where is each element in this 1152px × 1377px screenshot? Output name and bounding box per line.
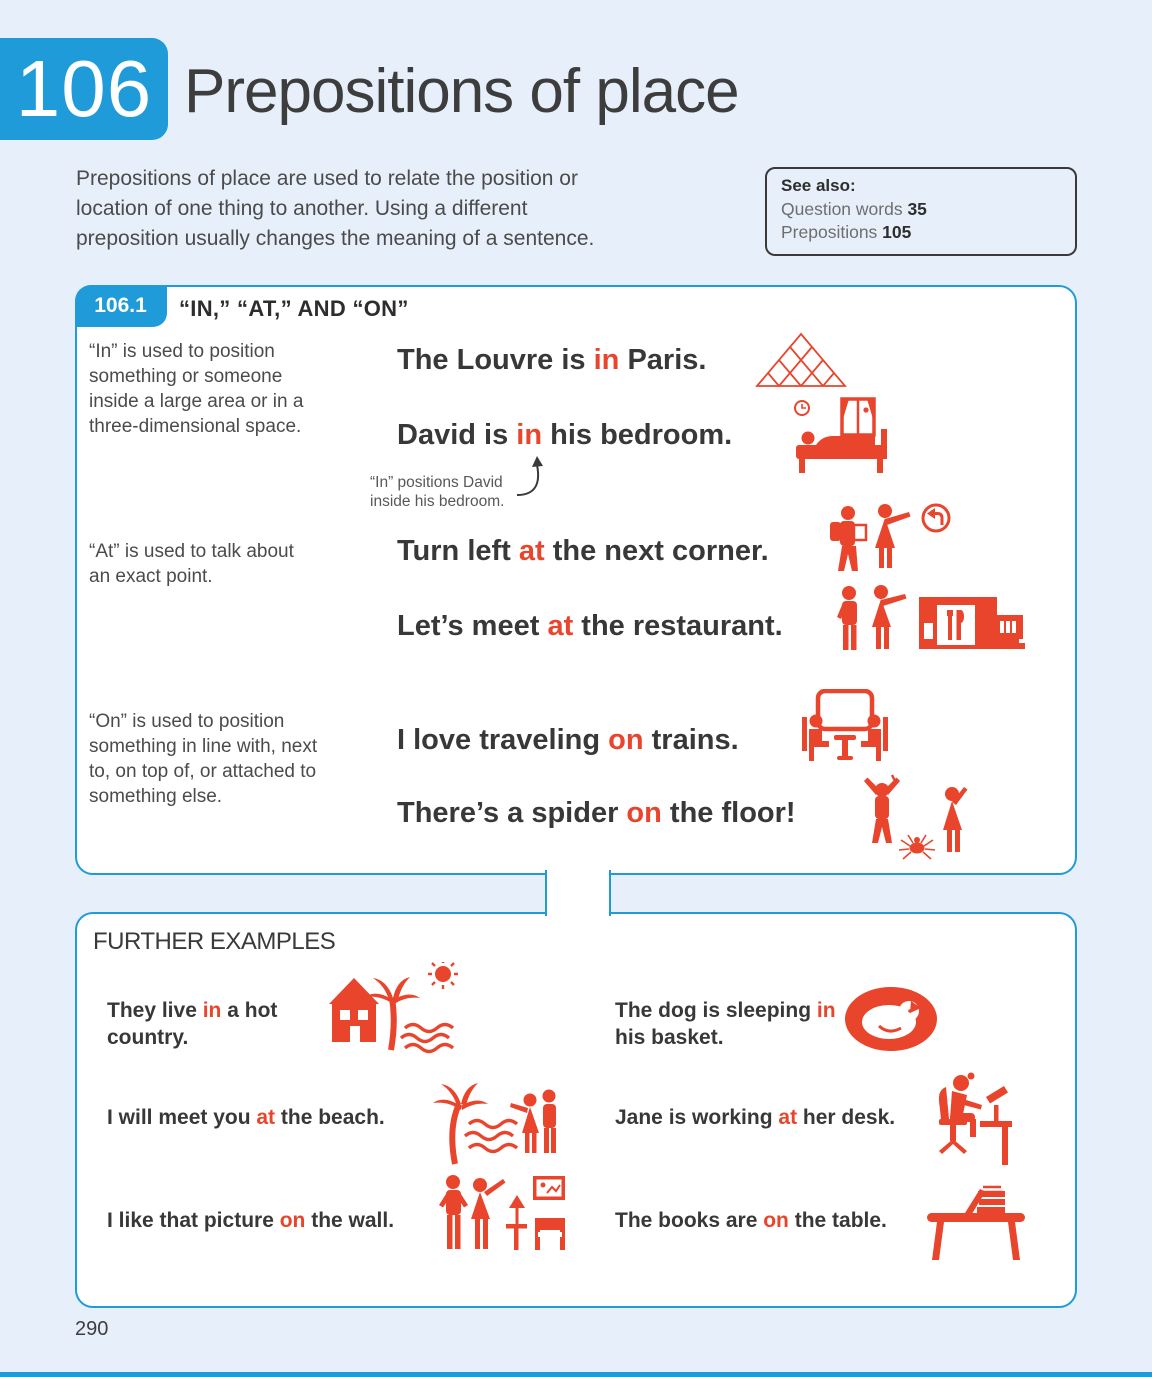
sentence-part: The books are — [615, 1209, 764, 1232]
fe-sentence-beach — [107, 1104, 385, 1131]
fe-sentence-desk — [615, 1104, 895, 1131]
preposition-word: in — [816, 999, 836, 1022]
preposition-word: in — [593, 344, 620, 376]
see-also-item — [781, 221, 1061, 244]
sentence-part: the next corner. — [544, 535, 769, 567]
sentence-part: the wall. — [305, 1209, 395, 1232]
section-panel — [75, 285, 1077, 875]
fe-sentence-picture-wall — [107, 1207, 394, 1234]
annotation-line: inside his bedroom. — [370, 493, 505, 511]
section-number: 106.1 — [94, 293, 147, 317]
books-table-icon — [925, 1179, 1027, 1263]
beach-icon — [429, 1066, 559, 1168]
sentence-part: I will meet you — [107, 1106, 257, 1129]
sentence-part: I like that picture — [107, 1209, 280, 1232]
train-compartment-icon — [800, 689, 890, 763]
sentence-part: trains. — [643, 724, 739, 756]
example-sentence-spider — [397, 797, 796, 830]
see-also-label: Prepositions — [781, 221, 883, 242]
dog-basket-icon — [843, 984, 939, 1054]
example-sentence-bedroom — [397, 419, 732, 452]
further-examples-title: FURTHER EXAMPLES — [93, 928, 336, 955]
sentence-part: The Louvre is — [397, 344, 594, 376]
see-also-ref: 105 — [882, 221, 912, 242]
bedroom-icon — [789, 397, 891, 477]
chapter-number-tab — [0, 38, 168, 140]
intro-paragraph: Prepositions of place are used to relate the position or location of one thing to another. Using a different preposition usually changes the meaning of a sentence. — [76, 167, 595, 251]
explanation-on: “On” is used to position something in line with, next to, on top of, or attached to something else. — [89, 711, 318, 808]
annotation-line: “In” positions David — [370, 474, 503, 491]
preposition-word: on — [608, 724, 644, 756]
restaurant-icon — [835, 585, 1025, 655]
panel-connector — [545, 870, 611, 916]
further-examples-panel — [75, 912, 1077, 1308]
see-also-label: Question words — [781, 199, 908, 219]
example-sentence-louvre — [397, 344, 706, 377]
sentence-part: There’s a spider — [397, 797, 627, 829]
chapter-number: 106 — [15, 44, 153, 133]
preposition-word: at — [518, 535, 545, 567]
sentence-part: the restaurant. — [573, 610, 783, 642]
sentence-part: a hot country. — [107, 999, 278, 1050]
sentence-part: I love traveling — [397, 724, 609, 756]
annotation-arrow-icon — [515, 455, 553, 504]
preposition-word: at — [778, 1106, 798, 1129]
preposition-word: at — [547, 610, 574, 642]
hot-country-icon — [329, 962, 463, 1060]
fe-sentence-hot-country — [107, 997, 317, 1052]
page-title: Prepositions of place — [184, 57, 739, 126]
preposition-word: in — [202, 999, 222, 1022]
sentence-part: her desk. — [797, 1106, 896, 1129]
sentence-part: Let’s meet — [397, 610, 548, 642]
example-sentence-trains — [397, 724, 739, 757]
see-also-box — [765, 167, 1077, 256]
louvre-pyramid-icon — [755, 332, 847, 388]
section-title: “IN,” “AT,” AND “ON” — [179, 296, 409, 321]
bottom-accent-bar — [0, 1372, 1152, 1377]
preposition-word: at — [256, 1106, 276, 1129]
explanation-in: “In” is used to position something or someone inside a large area or in a three-dimensional space. — [89, 341, 304, 438]
picture-wall-icon — [435, 1170, 567, 1266]
example-sentence-corner — [397, 535, 769, 568]
preposition-word: in — [516, 419, 543, 451]
desk-icon — [922, 1069, 1012, 1167]
sentence-part: Paris. — [619, 344, 707, 376]
sentence-part: his basket. — [615, 1026, 724, 1050]
sentence-part: They live — [107, 999, 203, 1022]
preposition-word: on — [763, 1209, 789, 1232]
example-sentence-restaurant — [397, 610, 783, 643]
preposition-word: on — [279, 1209, 306, 1232]
fe-sentence-books-table — [615, 1207, 887, 1234]
sentence-part: David is — [397, 419, 517, 451]
section-number-tab — [75, 285, 167, 327]
page-number: 290 — [75, 1318, 109, 1340]
sentence-part: Turn left — [397, 535, 519, 567]
explanation-at: “At” is used to talk about an exact point. — [89, 541, 294, 588]
sentence-part: The dog is sleeping — [615, 999, 817, 1022]
see-also-ref: 35 — [907, 199, 927, 219]
street-corner-icon — [825, 503, 957, 587]
see-also-item — [781, 198, 1061, 221]
sentence-part: his bedroom. — [542, 419, 733, 451]
fe-sentence-dog-basket — [615, 997, 845, 1052]
sentence-part: Jane is working — [615, 1106, 779, 1129]
sentence-part: the table. — [788, 1209, 887, 1232]
spider-floor-icon — [855, 772, 973, 862]
sentence-part: the floor! — [661, 797, 796, 829]
see-also-title: See also: — [781, 176, 856, 195]
preposition-word: on — [626, 797, 662, 829]
sentence-part: the beach. — [275, 1106, 385, 1129]
